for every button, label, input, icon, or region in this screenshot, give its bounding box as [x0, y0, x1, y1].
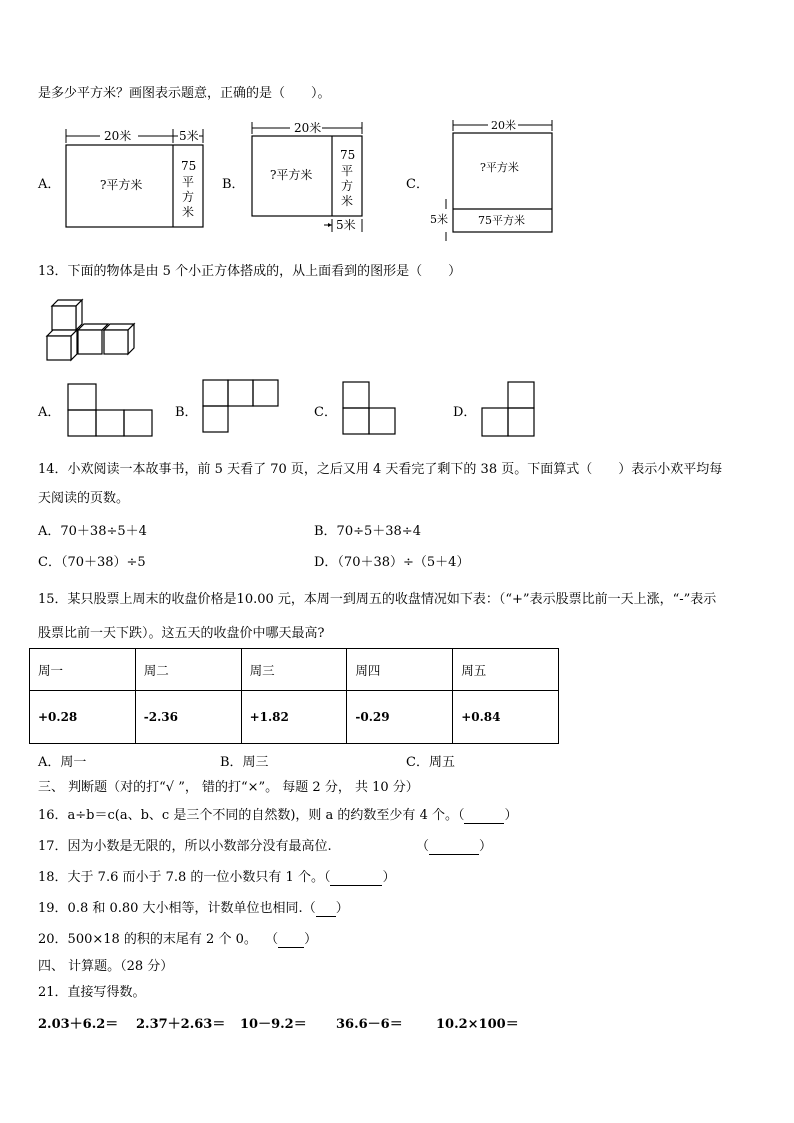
q12-stem: 是多少平方米？画图表示题意，正确的是（ ）。: [38, 86, 331, 101]
q12-b-small-1: 平: [341, 164, 354, 178]
q13-cubes-figure: [44, 296, 138, 362]
q12-b-small-2: 方: [341, 179, 354, 193]
stock-header-mon: 周一: [30, 649, 136, 691]
q14-option-b[interactable]: B．70÷5＋38÷4: [314, 524, 421, 539]
q16: [38, 804, 518, 824]
q16-close: ）: [504, 808, 518, 823]
q13-option-c-figure[interactable]: [341, 380, 399, 438]
q17-close: ）: [479, 839, 493, 854]
q12-option-c-figure[interactable]: [428, 117, 558, 243]
q12-option-b-letter[interactable]: B．: [222, 177, 245, 192]
stock-value-mon: +0.28: [30, 691, 136, 744]
q12-b-width-label: 20米: [294, 121, 322, 135]
q12-c-width-label: 20米: [491, 119, 516, 132]
q12-option-b-figure[interactable]: [248, 120, 368, 236]
q15-line1: 15．某只股票上周末的收盘价格是10.00 元，本周一到周五的收盘情况如下表：（“+”表示股票比前一天上涨，“-”表示: [38, 592, 717, 607]
q21-item-1: 2.03＋6.2＝: [38, 1017, 119, 1032]
q21-stem: 21．直接写得数。: [38, 985, 146, 1000]
q21-item-4: 36.6－6＝: [336, 1017, 403, 1032]
q17-answer-blank[interactable]: [429, 839, 479, 855]
q12-b-small-0: 75: [340, 148, 356, 162]
q19-text: 19．0.8 和 0.80 大小相等，计数单位也相同.: [38, 901, 303, 916]
q13-option-d-letter[interactable]: D．: [453, 405, 477, 420]
q12-c-side-label: 5米: [430, 213, 448, 226]
q12-c-area-label: ?平方米: [480, 161, 519, 174]
q14-option-a[interactable]: A．70＋38÷5＋4: [38, 524, 147, 539]
q13-option-a-figure[interactable]: [66, 382, 154, 440]
stock-table: [29, 648, 559, 744]
q14-option-c[interactable]: C．（70＋38）÷5: [38, 555, 146, 570]
q18-answer-blank[interactable]: [330, 870, 382, 886]
section-4-heading: 四、 计算题。（28 分）: [38, 959, 174, 974]
stock-header-tue: 周二: [135, 649, 241, 691]
q21-item-3: 10－9.2＝: [240, 1017, 307, 1032]
q15-option-b[interactable]: B．周三: [220, 755, 269, 770]
q12-b-area-label: ?平方米: [270, 168, 313, 182]
q19: [38, 897, 349, 917]
q18-open: （: [323, 870, 331, 885]
q12-b-small-3: 米: [341, 194, 354, 208]
q12-option-a-letter[interactable]: A．: [38, 177, 61, 192]
q12-b-side-label: 5米: [336, 218, 356, 232]
q17-open: （: [416, 839, 430, 854]
q20-open: （: [265, 932, 279, 947]
q18: [38, 866, 396, 886]
q17: [38, 835, 332, 854]
q13-option-b-figure[interactable]: [201, 378, 281, 436]
q13-option-c-letter[interactable]: C．: [314, 405, 337, 420]
q12-option-c-letter[interactable]: C．: [406, 177, 429, 192]
q21-item-5: 10.2×100＝: [436, 1017, 519, 1032]
q16-text: 16．a÷b＝c(a、b、c 是三个不同的自然数)，则 a 的约数至少有 4 个。: [38, 808, 458, 823]
q21-item-2: 2.37＋2.63＝: [136, 1017, 226, 1032]
stock-header-thu: 周四: [347, 649, 453, 691]
section-3-heading: 三、 判断题（对的打“√ ”， 错的打“×”。 每题 2 分， 共 10 分）: [38, 780, 419, 795]
q17-text: 17．因为小数是无限的，所以小数部分没有最高位.: [38, 839, 332, 854]
stock-value-tue: -2.36: [135, 691, 241, 744]
q13-option-b-letter[interactable]: B．: [175, 405, 198, 420]
q12-a-small-1: 平: [182, 175, 195, 189]
q14-line1: 14．小欢阅读一本故事书，前 5 天看了 70 页，之后又用 4 天看完了剩下的 38 页。下面算式（ ）表示小欢平均每: [38, 462, 723, 477]
q12-a-width-label: 20米: [104, 129, 132, 143]
q12-a-area-label: ?平方米: [100, 178, 143, 192]
q17-answer: [416, 835, 492, 855]
q12-a-side-label: 5米: [179, 129, 199, 143]
stock-value-wed: +1.82: [241, 691, 347, 744]
q20: [38, 928, 317, 948]
q20-answer-blank[interactable]: [278, 932, 304, 948]
q13-option-d-figure[interactable]: [480, 380, 538, 440]
q15-option-c[interactable]: C．周五: [406, 755, 455, 770]
q12-c-small-area: 75平方米: [478, 214, 525, 227]
stock-header-wed: 周三: [241, 649, 347, 691]
q16-open: （: [457, 808, 465, 823]
q20-text: 20．500×18 的积的末尾有 2 个 0。: [38, 932, 257, 947]
q18-close: ）: [382, 870, 396, 885]
stock-value-fri: +0.84: [453, 691, 559, 744]
q16-answer-blank[interactable]: [464, 808, 504, 824]
q12-a-small-0: 75: [181, 159, 197, 173]
q15-option-a[interactable]: A．周一: [38, 755, 87, 770]
q19-open: （: [302, 901, 316, 916]
q13-option-a-letter[interactable]: A．: [38, 405, 61, 420]
q19-answer-blank[interactable]: [316, 901, 336, 917]
q18-text: 18．大于 7.6 而小于 7.8 的一位小数只有 1 个。: [38, 870, 324, 885]
q13-stem: 13．下面的物体是由 5 个小正方体搭成的，从上面看到的图形是（ ）: [38, 264, 462, 279]
q15-line2: 股票比前一天下跌）。这五天的收盘价中哪天最高?: [38, 626, 325, 641]
q20-close: ）: [304, 932, 318, 947]
q12-option-a-figure[interactable]: [62, 127, 212, 229]
stock-value-thu: -0.29: [347, 691, 453, 744]
stock-header-fri: 周五: [453, 649, 559, 691]
q14-option-d[interactable]: D．（70＋38）÷（5＋4）: [314, 555, 470, 570]
q19-close: ）: [335, 901, 349, 916]
q12-a-small-2: 方: [182, 190, 195, 204]
q12-a-small-3: 米: [182, 205, 195, 219]
q14-line2: 天阅读的页数。: [38, 491, 130, 506]
